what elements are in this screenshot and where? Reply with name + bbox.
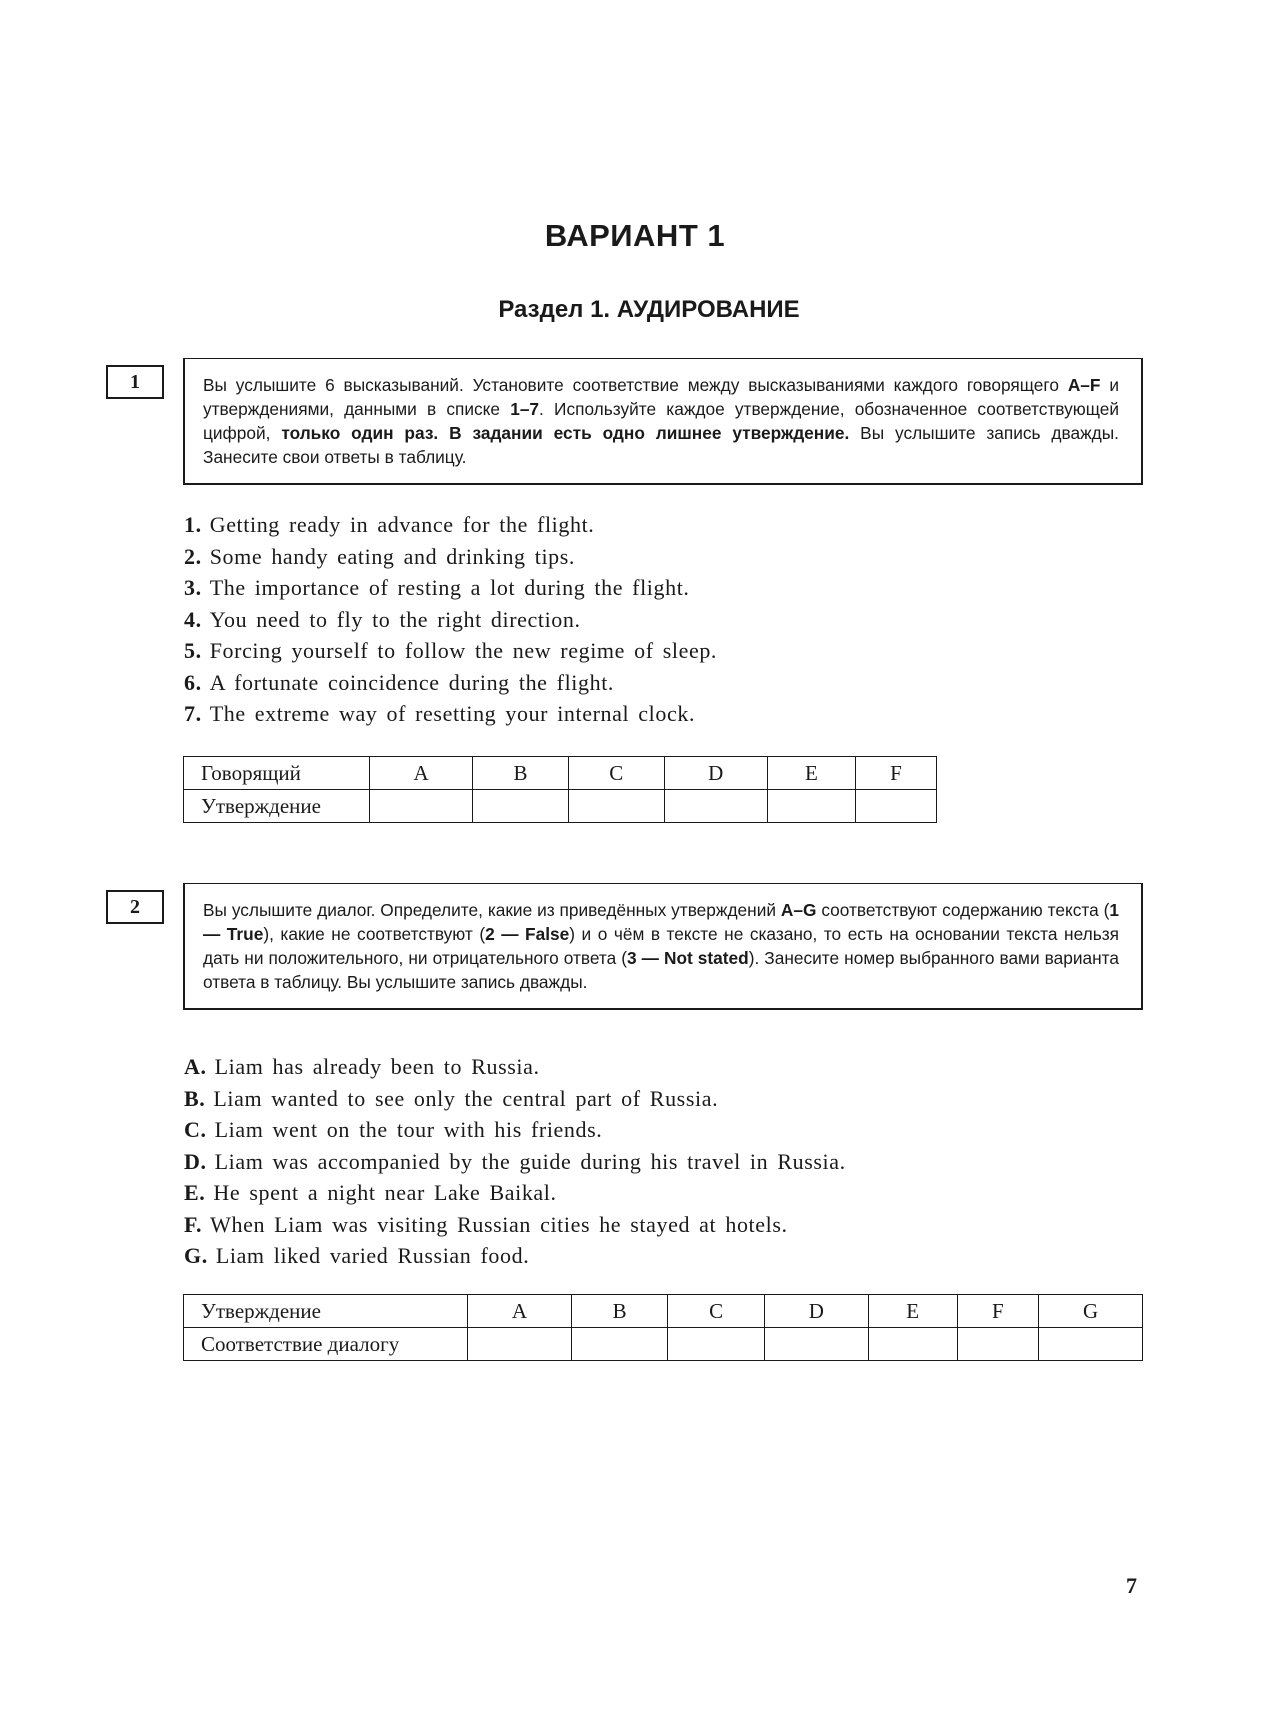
list-item-text: Liam has already been to Russia. xyxy=(214,1054,540,1079)
list-item xyxy=(184,572,717,604)
answer-cell[interactable] xyxy=(468,1328,572,1361)
list-item xyxy=(184,541,717,573)
column-label: A xyxy=(370,757,473,790)
column-label: A xyxy=(468,1295,572,1328)
section-title: Раздел 1. АУДИРОВАНИЕ xyxy=(498,296,800,323)
list-item-label: G. xyxy=(184,1243,208,1268)
table-header-cell: Соответствие диалогу xyxy=(184,1328,468,1361)
variant-title: ВАРИАНТ 1 xyxy=(544,218,726,253)
list-item-text: A fortunate coincidence during the flight. xyxy=(209,669,615,695)
list-item xyxy=(184,1240,846,1272)
list-item-text: You need to fly to the right direction. xyxy=(209,606,581,632)
table-row xyxy=(184,1295,1143,1328)
column-label: C xyxy=(568,757,664,790)
task-2-answer-table xyxy=(183,1294,1143,1361)
table-header-cell: Говорящий xyxy=(184,757,370,790)
instruction-text-run: Вы услышите запись дважды. Занесите свои ответы в таблицу. xyxy=(203,423,1119,467)
list-item xyxy=(184,604,717,636)
list-item-text: Liam went on the tour with his friends. xyxy=(214,1117,603,1142)
column-label: F xyxy=(957,1295,1039,1328)
list-item xyxy=(184,1146,846,1178)
list-item-label: 4. xyxy=(184,606,202,632)
list-item xyxy=(184,667,717,699)
instruction-text-run: 2 — False xyxy=(485,924,570,944)
list-item xyxy=(184,1051,846,1083)
list-item-text: Getting ready in advance for the flight. xyxy=(209,512,595,537)
list-item-label: F. xyxy=(184,1211,203,1237)
column-label: F xyxy=(856,757,937,790)
list-item-label: E. xyxy=(184,1180,206,1205)
list-item-label: A. xyxy=(184,1054,207,1079)
instruction-text-run: соответствуют содержанию текста ( xyxy=(816,900,1110,920)
list-item-label: 6. xyxy=(184,669,202,695)
instruction-text-run: только один раз. В задании есть одно лишнее утверждение. xyxy=(281,423,850,443)
list-item-label: 1. xyxy=(184,512,202,537)
table-row xyxy=(184,1328,1143,1361)
list-item xyxy=(184,635,717,667)
column-label: C xyxy=(668,1295,764,1328)
column-label: D xyxy=(664,757,767,790)
task-1-number: 1 xyxy=(106,365,164,399)
list-item-label: 3. xyxy=(184,575,202,600)
list-item-text: He spent a night near Lake Baikal. xyxy=(213,1180,557,1205)
column-label: B xyxy=(571,1295,667,1328)
list-item-text: The importance of resting a lot during the flight. xyxy=(209,575,690,600)
task-2-number: 2 xyxy=(106,890,164,924)
list-item-text: Liam was accompanied by the guide during his travel in Russia. xyxy=(214,1148,846,1174)
list-item-text: Liam wanted to see only the central part of Russia. xyxy=(213,1085,719,1111)
answer-cell[interactable] xyxy=(370,790,473,823)
column-label: E xyxy=(767,757,855,790)
answer-cell[interactable] xyxy=(868,1328,957,1361)
list-item-label: 2. xyxy=(184,543,202,569)
answer-cell[interactable] xyxy=(764,1328,868,1361)
list-item-text: When Liam was visiting Russian cities he stayed at hotels. xyxy=(210,1211,788,1237)
answer-cell[interactable] xyxy=(668,1328,764,1361)
list-item-text: Some handy eating and drinking tips. xyxy=(209,543,576,569)
table-row xyxy=(184,757,937,790)
answer-cell[interactable] xyxy=(664,790,767,823)
column-label: B xyxy=(473,757,569,790)
instruction-text-run: A–F xyxy=(1067,375,1101,395)
instruction-text-run: Вы услышите 6 высказываний. Установите соответствие между высказываниями каждого говорящего xyxy=(203,375,1068,395)
instruction-text-run: Вы услышите диалог. Определите, какие из приведённых утверждений xyxy=(203,900,781,920)
column-label: E xyxy=(868,1295,957,1328)
answer-cell[interactable] xyxy=(1039,1328,1143,1361)
list-item xyxy=(184,1177,846,1209)
table-header-cell: Утверждение xyxy=(184,790,370,823)
instruction-text-run: ). Занесите номер выбранного вами варианта ответа в таблицу. Вы услышите запись дважды. xyxy=(203,948,1119,992)
answer-cell[interactable] xyxy=(571,1328,667,1361)
list-item-label: D. xyxy=(184,1148,207,1174)
instruction-text-run: A–G xyxy=(780,900,817,920)
table-row xyxy=(184,790,937,823)
instruction-text-run: 1 — True xyxy=(203,900,1119,944)
page-number: 7 xyxy=(1126,1573,1137,1598)
instruction-text-run: 3 — Not stated xyxy=(627,948,749,968)
list-item-label: 5. xyxy=(184,638,202,663)
answer-cell[interactable] xyxy=(856,790,937,823)
instruction-text-run: 1–7 xyxy=(510,399,540,419)
list-item-label: C. xyxy=(184,1117,207,1142)
task-2-instruction xyxy=(183,883,1143,1010)
list-item xyxy=(184,509,717,541)
list-item-text: The extreme way of resetting your internal clock. xyxy=(209,701,696,726)
task-1-statements xyxy=(184,509,717,730)
list-item xyxy=(184,698,717,730)
list-item-text: Liam liked varied Russian food. xyxy=(215,1243,530,1268)
answer-cell[interactable] xyxy=(473,790,569,823)
task-1-instruction xyxy=(183,358,1143,485)
list-item-text: Forcing yourself to follow the new regime of sleep. xyxy=(209,638,718,663)
list-item xyxy=(184,1083,846,1115)
list-item xyxy=(184,1209,846,1241)
task-2-statements xyxy=(184,1051,846,1272)
instruction-text-run: . Используйте каждое утверждение, обозначенное соответствующей цифрой, xyxy=(203,399,1119,443)
answer-cell[interactable] xyxy=(767,790,855,823)
column-label: G xyxy=(1039,1295,1143,1328)
instruction-text-run: и утверждениями, данными в списке xyxy=(203,375,1119,419)
task-1-answer-table xyxy=(183,756,937,823)
list-item-label: 7. xyxy=(184,701,202,726)
table-header-cell: Утверждение xyxy=(184,1295,468,1328)
instruction-text-run: ), какие не соответствуют ( xyxy=(263,924,486,944)
answer-cell[interactable] xyxy=(568,790,664,823)
instruction-text-run: ) и о чём в тексте не сказано, то есть на основании текста нельзя дать ни положительного, ни отрицательного ответа ( xyxy=(203,924,1119,968)
list-item xyxy=(184,1114,846,1146)
answer-cell[interactable] xyxy=(957,1328,1039,1361)
column-label: D xyxy=(764,1295,868,1328)
list-item-label: B. xyxy=(184,1085,206,1111)
